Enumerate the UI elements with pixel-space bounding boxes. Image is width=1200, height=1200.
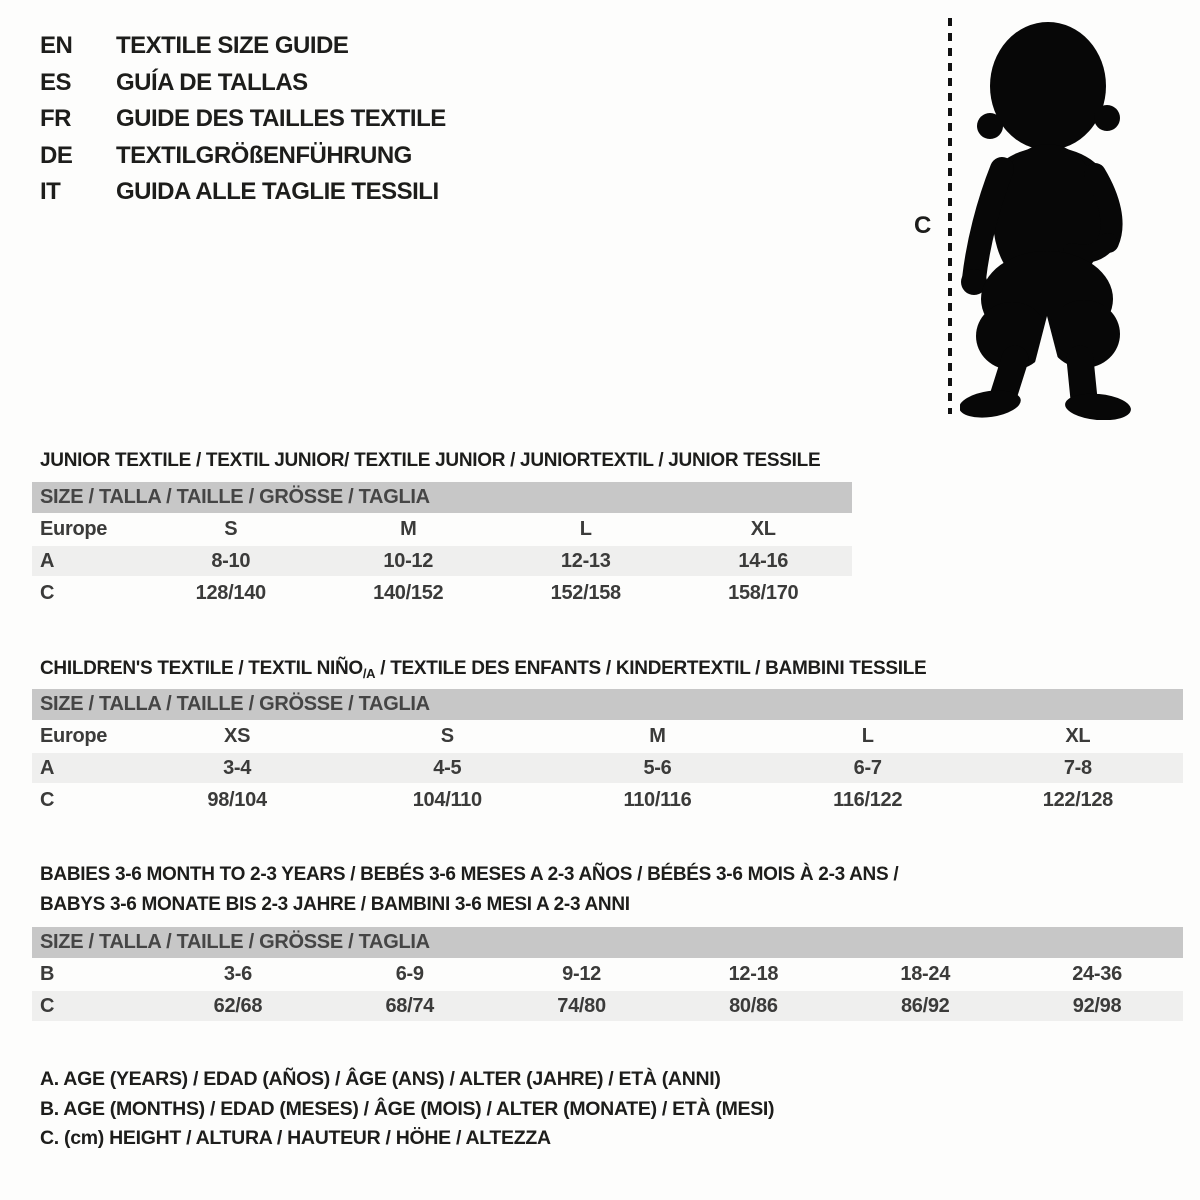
size-cell: 14-16: [738, 549, 789, 572]
junior-size-table: [32, 514, 852, 610]
height-line-label: C: [914, 212, 932, 239]
babies-section-title: [40, 860, 898, 920]
language-code: EN: [40, 32, 73, 60]
size-cell: 3-4: [223, 756, 252, 779]
height-measure-dashed-line: [946, 14, 954, 418]
language-code: IT: [40, 178, 61, 206]
table-row: [32, 752, 1183, 784]
size-cell: 98/104: [207, 788, 267, 811]
size-cell: 116/122: [833, 788, 903, 811]
size-cell: M: [400, 517, 417, 540]
language-code: DE: [40, 141, 73, 169]
size-cell: 8-10: [211, 549, 251, 572]
guide-title: GUÍA DE TALLAS: [116, 68, 308, 96]
language-row: [40, 65, 446, 102]
babies-title-line2: BABYS 3-6 MONATE BIS 2-3 JAHRE / BAMBINI 3-6 MESI A 2-3 ANNI: [40, 893, 630, 915]
children-size-table: [32, 721, 1183, 817]
size-cell: 122/128: [1042, 788, 1113, 811]
language-row: [40, 101, 446, 138]
babies-size-header-bar: SIZE / TALLA / TAILLE / GRÖSSE / TAGLIA: [32, 927, 1183, 958]
language-code: ES: [40, 68, 72, 96]
legend-line-b: B. AGE (MONTHS) / EDAD (MESES) / ÂGE (MOIS) / ALTER (MONATE) / ETÀ (MESI): [40, 1097, 775, 1120]
junior-section-title: JUNIOR TEXTILE / TEXTIL JUNIOR/ TEXTILE JUNIOR / JUNIORTEXTIL / JUNIOR TESSILE: [40, 449, 821, 471]
size-cell: 18-24: [900, 962, 951, 985]
children-size-header-bar: SIZE / TALLA / TAILLE / GRÖSSE / TAGLIA: [32, 689, 1183, 720]
language-code: FR: [40, 105, 71, 133]
row-label: Europe: [40, 724, 108, 747]
guide-title: TEXTILGRÖßENFÜHRUNG: [116, 141, 412, 169]
row-label: Europe: [40, 517, 108, 540]
row-label: C: [40, 994, 55, 1017]
size-cell: 104/110: [412, 788, 482, 811]
legend-line-a: A. AGE (YEARS) / EDAD (AÑOS) / ÂGE (ANS) / ALTER (JAHRE) / ETÀ (ANNI): [40, 1068, 721, 1090]
junior-size-header-bar: SIZE / TALLA / TAILLE / GRÖSSE / TAGLIA: [32, 482, 852, 513]
size-cell: 6-9: [395, 962, 424, 985]
row-label: C: [40, 788, 55, 811]
children-title-suffix: / TEXTILE DES ENFANTS / KINDERTEXTIL / BAMBINI TESSILE: [375, 657, 927, 679]
size-cell: 158/170: [728, 581, 799, 604]
size-cell: 3-6: [223, 962, 252, 985]
size-cell: L: [579, 517, 592, 540]
row-label: A: [40, 549, 55, 572]
size-cell: 62/68: [213, 994, 263, 1017]
size-cell: 152/158: [550, 581, 621, 604]
size-cell: XL: [750, 517, 776, 540]
measurement-legend: [40, 1068, 774, 1157]
toddler-silhouette-icon: [960, 14, 1136, 420]
table-row: [32, 990, 1183, 1022]
guide-title: TEXTILE SIZE GUIDE: [116, 32, 349, 60]
table-row: [32, 959, 1183, 990]
size-cell: 128/140: [195, 581, 266, 604]
babies-title-line1: BABIES 3-6 MONTH TO 2-3 YEARS / BEBÉS 3-6 MESES A 2-3 AÑOS / BÉBÉS 3-6 MOIS À 2-3 ANS /: [40, 863, 899, 885]
size-cell: S: [440, 724, 454, 747]
size-cell: XL: [1065, 724, 1091, 747]
size-cell: S: [224, 517, 238, 540]
size-cell: L: [861, 724, 874, 747]
row-label: C: [40, 581, 55, 604]
size-cell: 80/86: [729, 994, 778, 1017]
table-row: [32, 577, 852, 609]
table-row: [32, 545, 852, 577]
size-cell: 7-8: [1063, 756, 1092, 779]
row-label: B: [40, 962, 55, 985]
legend-line-c: C. (cm) HEIGHT / ALTURA / HAUTEUR / HÖHE / ALTEZZA: [40, 1127, 551, 1149]
size-cell: 140/152: [373, 581, 444, 604]
language-row: [40, 174, 446, 211]
size-cell: 12-18: [728, 962, 779, 985]
size-cell: 74/80: [557, 994, 606, 1017]
babies-size-table: [32, 959, 1183, 1023]
size-cell: 4-5: [433, 756, 462, 779]
size-cell: 110/116: [623, 788, 692, 811]
children-title-prefix: CHILDREN'S TEXTILE / TEXTIL NIÑO: [40, 657, 363, 679]
size-cell: 9-12: [562, 962, 601, 985]
children-section-title: [40, 658, 926, 681]
table-row: [32, 514, 852, 545]
children-title-subscript: /A: [362, 665, 376, 681]
size-cell: XS: [224, 724, 251, 747]
table-row: [32, 721, 1183, 752]
size-cell: 6-7: [853, 756, 882, 779]
guide-title: GUIDA ALLE TAGLIE TESSILI: [116, 178, 439, 206]
language-title-list: [40, 28, 446, 211]
size-cell: 86/92: [900, 994, 950, 1017]
size-cell: 92/98: [1072, 994, 1122, 1017]
row-label: A: [40, 756, 55, 779]
size-cell: 12-13: [560, 549, 611, 572]
size-cell: 24-36: [1072, 962, 1122, 985]
table-row: [32, 784, 1183, 816]
size-cell: 10-12: [383, 549, 434, 572]
size-cell: 68/74: [385, 994, 435, 1017]
language-row: [40, 28, 446, 65]
guide-title: GUIDE DES TAILLES TEXTILE: [116, 105, 446, 133]
language-row: [40, 138, 446, 175]
size-cell: 5-6: [643, 756, 672, 779]
size-cell: M: [649, 724, 666, 747]
